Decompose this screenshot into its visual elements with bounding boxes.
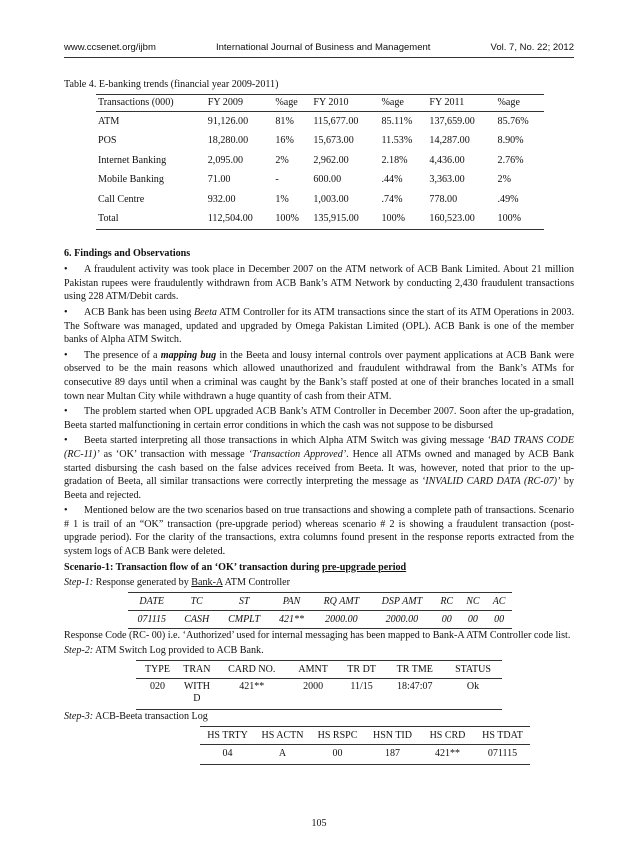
step1-col-header: AC	[492, 595, 506, 607]
table4-col-header: %age	[381, 96, 404, 108]
table-cell: 600.00	[313, 174, 342, 186]
step3-col-header: HS CRD	[429, 729, 466, 741]
table-cell: 00	[441, 613, 452, 625]
table-cell: 18,280.00	[207, 135, 249, 147]
table-cell: 100%	[381, 213, 406, 225]
table-cell: 071115	[137, 613, 166, 625]
table-cell: 115,677.00	[313, 115, 359, 127]
bullet-paragraph: • Beeta started interpreting all those transactions in which Alpha ATM Switch was giving message ‘BAD TRANS CODE (RC-11)’ as ‘OK’ transaction with message ‘Transaction Approved’. Hence all ATMs owned and managed by ACB Bank started disbursing the cash based on the false advices received from Beeta. It was, however, noted that prior to the up-gradation of Beeta, all similar transactions were correctly interpreting the message as ‘INVALID CARD DATA (RC-07)’ by Beeta and rejected.	[64, 435, 575, 501]
table-cell: ATM	[98, 115, 120, 127]
table-cell: 18:47:07	[397, 681, 433, 693]
step3-col-header: HS RSPC	[317, 729, 358, 741]
step3-col-header: HS ACTN	[261, 729, 304, 741]
step2-col-header: TYPE	[144, 663, 170, 675]
table-cell: 071115	[487, 748, 518, 760]
step-1-line: Step-1: Response generated by Bank-A ATM Controller	[64, 577, 290, 589]
header-journal: International Journal of Business and Management	[216, 42, 431, 53]
table4-col-header: %age	[275, 96, 298, 108]
table-cell: A	[278, 748, 287, 760]
table-row	[96, 170, 544, 190]
table-cell: CASH	[184, 613, 210, 625]
step2-col-header: TR DT	[347, 663, 376, 675]
step3-header-row	[200, 726, 530, 744]
table-cell: 1,003.00	[313, 193, 349, 205]
table-row	[96, 190, 544, 210]
table-cell: 421**	[239, 681, 265, 693]
header-rule	[64, 57, 574, 58]
step-2-line: Step-2: ATM Switch Log provided to ACB Bank.	[64, 645, 264, 657]
table-cell: 04	[222, 748, 233, 760]
step2-header-row	[136, 661, 502, 679]
table4-col-header: FY 2009	[207, 96, 243, 108]
table-row	[96, 111, 544, 131]
table-cell: 4,436.00	[429, 154, 465, 166]
table-cell: Mobile Banking	[98, 174, 164, 186]
main-content	[64, 78, 574, 765]
step1-col-header: DATE	[139, 595, 165, 607]
table-cell: 3,363.00	[429, 174, 465, 186]
bullet-paragraph: • A fraudulent activity was took place in December 2007 on the ATM network of ACB Bank Limited. About 21 million Pakistan rupees were fraudulently withdrawn from ACB Bank’s ATM Network by conducting 2,430 fraudulent transactions using 228 ATM/Debit cards.	[64, 264, 574, 303]
table4	[96, 94, 544, 230]
step1-col-header: NC	[466, 595, 480, 607]
table-cell: 2%	[497, 174, 511, 186]
table-cell: 100%	[275, 213, 299, 225]
table4-col-header: %age	[497, 96, 520, 108]
bullet-icon: •	[64, 505, 68, 517]
step2-col-header: CARD NO.	[228, 663, 276, 675]
table-cell: CMPLT	[228, 613, 261, 625]
step1-col-header: PAN	[282, 595, 301, 607]
step-3-line: Step-3: ACB-Beeta transaction Log	[64, 711, 208, 723]
header-url[interactable]: www.ccsenet.org/ijbm	[64, 42, 156, 53]
step1-col-header: TC	[190, 595, 203, 607]
bullet-icon: •	[64, 406, 68, 418]
step2-col-header: AMNT	[298, 663, 328, 675]
step3-col-header: HS TDAT	[482, 729, 523, 741]
bullet-icon: •	[64, 435, 68, 447]
table-cell: 2.76%	[497, 154, 524, 166]
page-number: 105	[311, 818, 327, 829]
step3-col-header: HS TRTY	[207, 729, 248, 741]
table-cell: 2000.00	[325, 613, 358, 625]
table-cell: WITH D	[183, 681, 210, 705]
table-row	[200, 744, 530, 764]
scenario-title: Scenario-1: Transaction flow of an ‘OK’ transaction during pre-upgrade period	[64, 561, 407, 573]
table-cell: 11/15	[350, 681, 373, 693]
bullet-icon: •	[64, 264, 68, 276]
step2-table	[136, 660, 502, 710]
running-header	[64, 42, 574, 53]
table-row	[96, 131, 544, 151]
table-cell: 160,523.00	[429, 213, 475, 225]
bullet-icon: •	[64, 349, 68, 361]
table-cell: .74%	[381, 193, 403, 205]
step1-col-header: ST	[238, 595, 250, 607]
bullet-paragraph: • ACB Bank has been using Beeta ATM Controller for its ATM transactions since the start of its ATM Operations in 2003. The Software was managed, updated and upgraded by Omega Pakistan Limited (OPL). ACB Bank is one of the member banks of Alpha ATM Switch.	[64, 306, 574, 346]
table-cell: 00	[332, 748, 343, 760]
step1-col-header: DSP AMT	[381, 595, 423, 607]
table-cell: 020	[149, 681, 165, 693]
table-cell: -	[275, 174, 279, 186]
table-cell: 16%	[275, 135, 294, 147]
table-cell: 2,962.00	[313, 154, 349, 166]
response-code-note: Response Code (RC- 00) i.e. ‘Authorized’ used for internal messaging has been mapped to Bank-A ATM Controller code list.	[64, 629, 571, 641]
table-cell: .49%	[497, 193, 519, 205]
table-cell: Ok	[466, 681, 480, 693]
step2-col-header: TRAN	[183, 663, 211, 675]
table-cell: 85.76%	[497, 115, 529, 127]
table-cell: 932.00	[207, 193, 236, 205]
table-cell: 135,915.00	[313, 213, 359, 225]
step3-col-header: HSN TID	[373, 729, 412, 741]
section-heading: 6. Findings and Observations	[64, 247, 191, 259]
table-cell: POS	[98, 135, 117, 147]
table-cell: 2000	[303, 681, 324, 693]
table-cell: .44%	[381, 174, 403, 186]
step2-col-header: TR TME	[396, 663, 433, 675]
table-cell: 00	[494, 613, 505, 625]
table4-col-header: Transactions (000)	[98, 96, 174, 108]
table-cell: 2%	[275, 154, 289, 166]
table-cell: 187	[385, 748, 400, 760]
table-row	[136, 679, 502, 710]
table-cell: 2,095.00	[207, 154, 244, 166]
table-cell: Internet Banking	[98, 154, 167, 166]
table-cell: Call Centre	[98, 193, 145, 205]
table-cell: 91,126.00	[207, 115, 249, 127]
table-cell: 137,659.00	[429, 115, 475, 127]
step1-col-header: RQ AMT	[323, 595, 360, 607]
table-cell: Total	[98, 213, 119, 225]
table-cell: 421**	[279, 613, 304, 625]
bullet-paragraph: • The presence of a mapping bug in the Beeta and lousy internal controls over payment applications at ACB Bank were observed to be the main reasons which allowed unauthorized and fraudulent withdrawal from the Bank’s ATMs for consecutive 89 days until when a criminal was caught by the Bank’s staff posted at one of their branches located in a small town near Multan City while withdrawn a huge quantity of cash from their ATM.	[64, 349, 574, 402]
table-cell: 11.53%	[381, 135, 413, 147]
table-cell: 15,673.00	[313, 135, 354, 147]
table-row	[128, 610, 512, 628]
step2-col-header: STATUS	[455, 663, 491, 675]
bullet-paragraph: • Mentioned below are the two scenarios based on true transactions and showing a complete path of transactions. Scenario # 1 is trail of an “OK” transaction (pre-upgrade period) whereas scenario # 2 is showing a fraudulent transaction (post-upgrade period). For the clarity of the transactions, extra columns found present in the response reports extracted from the system logs of ACB Bank were deleted.	[64, 505, 574, 558]
bullet-paragraph: • The problem started when OPL upgraded ACB Bank’s ATM Controller in December 2007. Soon after the up-gradation, Beeta started malfunctioning in certain error conditions in which the cash was not suppose to be disbursed	[64, 406, 574, 431]
bullet-icon: •	[64, 306, 68, 318]
header-volume: Vol. 7, No. 22; 2012	[490, 42, 574, 53]
table-cell: 8.90%	[497, 135, 524, 147]
step1-header-row	[128, 592, 512, 610]
step1-col-header: RC	[440, 595, 454, 607]
table-row	[96, 151, 544, 171]
table-cell: 421**	[435, 748, 460, 760]
table-cell: 00	[467, 613, 478, 625]
table4-caption: Table 4. E-banking trends (financial year 2009-2011)	[64, 79, 279, 90]
table-cell: 81%	[275, 115, 294, 127]
table-cell: 100%	[497, 213, 522, 225]
table-cell: 14,287.00	[429, 135, 470, 147]
step3-table	[200, 726, 530, 765]
table-cell: 2.18%	[381, 154, 408, 166]
table4-header-row	[96, 94, 544, 111]
table-cell: 2000.00	[385, 613, 419, 625]
table4-col-header: FY 2011	[429, 96, 465, 108]
table-cell: 778.00	[429, 193, 458, 205]
table-cell: 71.00	[207, 174, 231, 186]
table-cell: 85.11%	[381, 115, 413, 127]
table-row	[96, 209, 544, 229]
step1-table	[128, 592, 512, 629]
table-cell: 1%	[275, 193, 289, 205]
table-cell: 112,504.00	[207, 213, 253, 225]
table4-col-header: FY 2010	[313, 96, 349, 108]
